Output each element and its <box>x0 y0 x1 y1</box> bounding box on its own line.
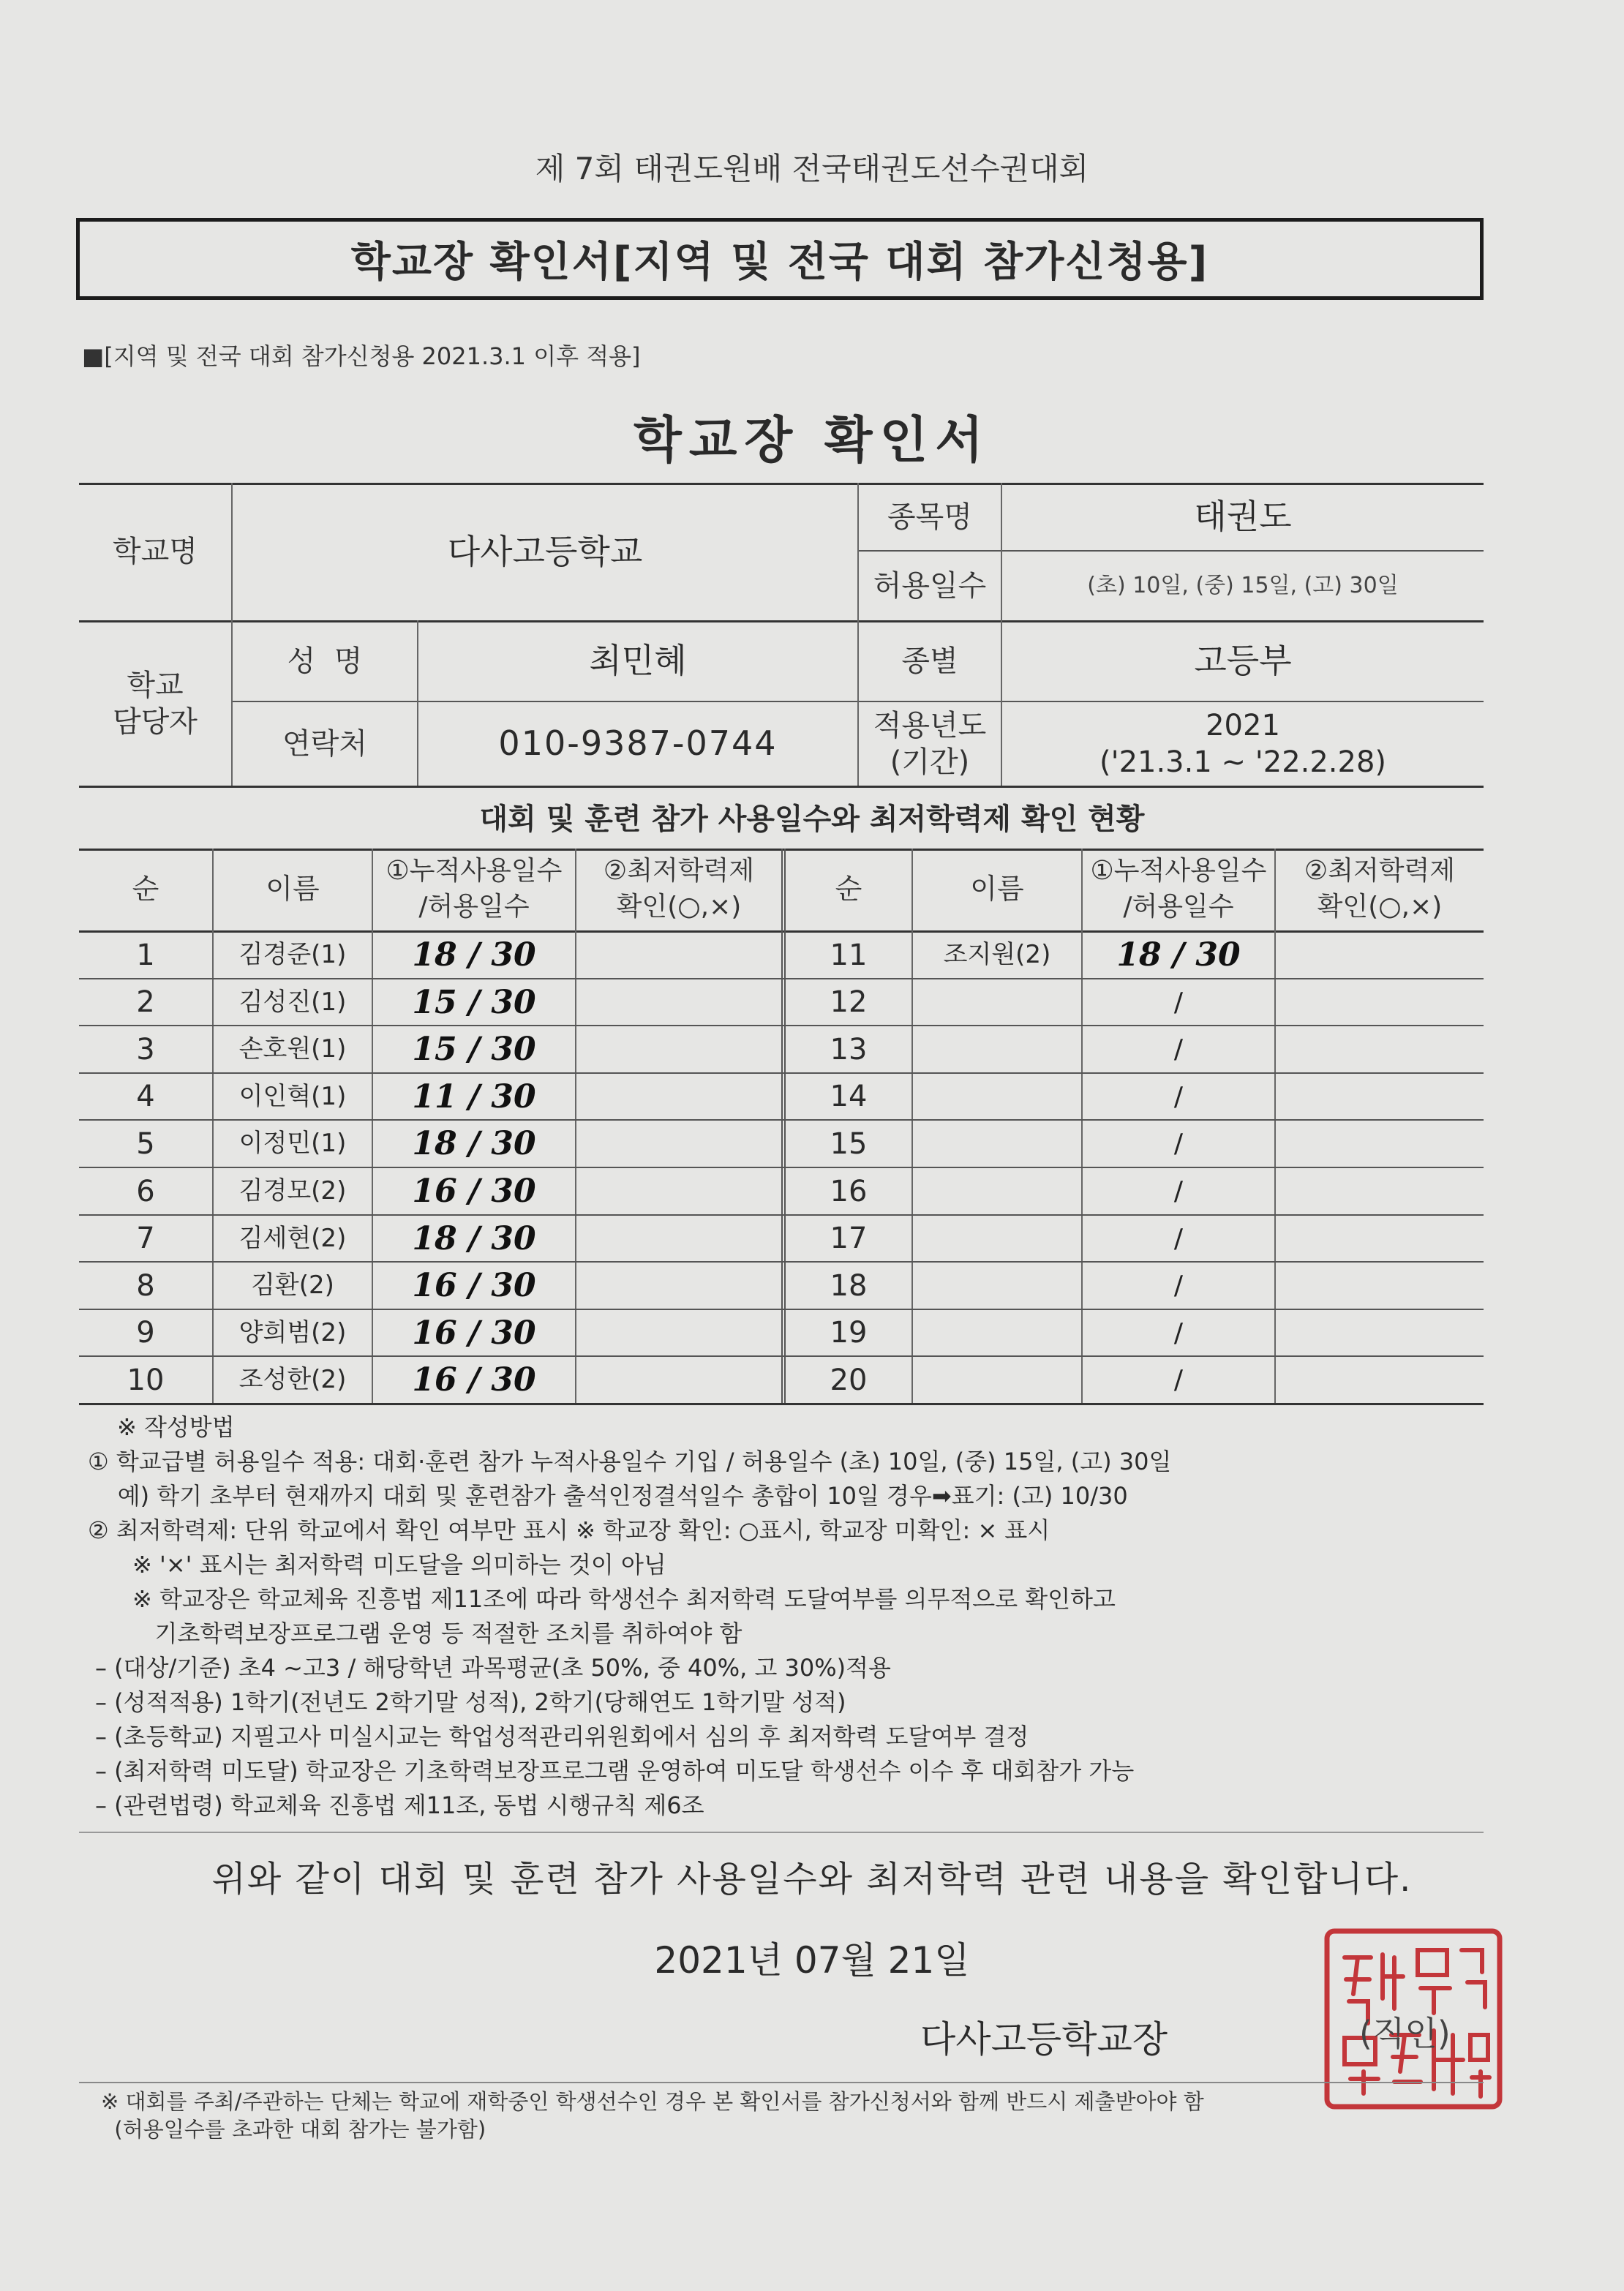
row-no: 5 <box>136 1126 155 1161</box>
row-no: 8 <box>136 1268 155 1303</box>
col-header-name: 이름 <box>266 873 320 906</box>
row-check <box>576 932 781 978</box>
issue-date: 2021년 07월 21일 <box>654 1939 970 1982</box>
row-name: 손호원(1) <box>238 1034 347 1064</box>
row-no: 18 <box>830 1268 868 1303</box>
row-check <box>1276 1121 1484 1167</box>
row-check <box>576 1310 781 1355</box>
row-days: 18 / 30 <box>412 1219 536 1257</box>
row-no: 13 <box>830 1032 868 1066</box>
row-no: 20 <box>830 1363 868 1397</box>
row-name: 이정민(1) <box>238 1129 347 1159</box>
row-days: 18 / 30 <box>412 936 536 974</box>
row-no: 12 <box>830 985 868 1019</box>
instruction-line: – (관련법령) 학교체육 진흥법 제11조, 동법 시행규칙 제6조 <box>95 1791 704 1819</box>
row-name: 김환(2) <box>251 1271 334 1301</box>
instruction-line: – (성적적용) 1학기(전년도 2학기말 성적), 2학기(당해연도 1학기말 성적) <box>95 1688 846 1716</box>
sport-label: 종목명 <box>887 500 972 534</box>
name-label: 성 명 <box>287 644 363 678</box>
row-days: 18 / 30 <box>1116 936 1241 974</box>
apply-note: ■[지역 및 전국 대회 참가신청용 2021.3.1 이후 적용] <box>82 342 641 370</box>
row-check <box>1276 1310 1484 1355</box>
row-no: 4 <box>136 1080 155 1113</box>
instruction-line: ② 최저학력제: 단위 학교에서 확인 여부만 표시 ※ 학교장 확인: ○표시, 학교장 미확인: × 표시 <box>88 1516 1050 1544</box>
row-days: 15 / 30 <box>412 1031 536 1068</box>
row-check <box>576 1216 781 1261</box>
row-name: 조지원(2) <box>943 940 1051 970</box>
row-check <box>1276 1263 1484 1309</box>
row-no: 1 <box>136 938 155 972</box>
row-days: / <box>1173 1176 1184 1206</box>
row-name <box>913 1121 1081 1167</box>
row-check <box>576 1121 781 1167</box>
row-check <box>576 1168 781 1214</box>
division-label: 종별 <box>901 644 958 678</box>
division-value: 고등부 <box>1194 641 1292 681</box>
school-label: 학교명 <box>113 535 198 568</box>
row-check <box>1276 1168 1484 1214</box>
row-days: / <box>1173 987 1184 1017</box>
row-name <box>913 1168 1081 1214</box>
footnote-line: ※ 대회를 주최/주관하는 단체는 학교에 재학중인 학생선수인 경우 본 확인서를 참가신청서와 함께 반드시 제출받아야 함 <box>101 2089 1204 2114</box>
col-header-check: ②최저학력제 확인(○,×) <box>1304 856 1456 922</box>
col-header-days: ①누적사용일수 /허용일수 <box>386 856 563 922</box>
contest-title: 제 7회 태권도원배 전국태권도선수권대회 <box>535 151 1089 187</box>
instruction-line: – (초등학교) 지필고사 미실시교는 학업성적관리위원회에서 심의 후 최저학력 도달여부 결정 <box>95 1723 1029 1750</box>
row-days: 16 / 30 <box>412 1361 536 1399</box>
row-no: 2 <box>136 985 155 1019</box>
confirmation-statement: 위와 같이 대회 및 훈련 참가 사용일수와 최저학력 관련 내용을 확인합니다. <box>211 1859 1413 1900</box>
row-no: 10 <box>127 1363 165 1397</box>
row-name: 김성진(1) <box>238 987 347 1017</box>
row-days: 16 / 30 <box>412 1173 536 1210</box>
row-check <box>1276 979 1484 1025</box>
sport-value: 태권도 <box>1194 497 1292 537</box>
row-no: 19 <box>830 1316 868 1350</box>
row-name: 양희범(2) <box>238 1317 347 1347</box>
row-days: 16 / 30 <box>412 1314 536 1352</box>
seal-mark: (직인) <box>1359 2014 1451 2053</box>
row-check <box>576 979 781 1025</box>
col-header-name: 이름 <box>970 873 1024 906</box>
instruction-line: – (대상/기준) 초4 ~고3 / 해당학년 과목평균(초 50%, 중 40%, 고 30%)적용 <box>95 1654 891 1682</box>
col-header-no: 순 <box>132 873 159 906</box>
principal-title: 다사고등학교장 <box>920 2018 1168 2061</box>
row-no: 16 <box>830 1174 868 1208</box>
row-check <box>576 1074 781 1119</box>
row-check <box>576 1357 781 1403</box>
instruction-line: ※ 학교장은 학교체육 진흥법 제11조에 따라 학생선수 최저학력 도달여부를 의무적으로 확인하고 <box>88 1585 1116 1613</box>
apply-year-value: 2021 ('21.3.1 ~ '22.2.28) <box>1099 709 1387 779</box>
row-days: 18 / 30 <box>412 1125 536 1162</box>
instruction-line: – (최저학력 미도달) 학교장은 기초학력보장프로그램 운영하여 미도달 학생선수 이수 후 대회참가 가능 <box>95 1757 1135 1785</box>
phone-label: 연락처 <box>282 727 367 761</box>
row-check <box>1276 1357 1484 1403</box>
row-name <box>913 1074 1081 1119</box>
row-no: 14 <box>830 1080 868 1113</box>
row-name <box>913 1357 1081 1403</box>
row-days: 11 / 30 <box>412 1077 536 1116</box>
row-days: / <box>1173 1271 1184 1301</box>
row-days: 16 / 30 <box>412 1267 536 1304</box>
row-name: 김세현(2) <box>238 1223 347 1253</box>
row-check <box>1276 1074 1484 1119</box>
row-check <box>1276 932 1484 978</box>
row-no: 7 <box>136 1222 155 1255</box>
instruction-line: ※ 작성방법 <box>117 1413 235 1441</box>
allowed-days-label: 허용일수 <box>873 569 987 603</box>
row-days: / <box>1173 1317 1184 1348</box>
status-section-title: 대회 및 훈련 참가 사용일수와 최저학력제 확인 현황 <box>479 802 1145 836</box>
row-check <box>1276 1216 1484 1261</box>
col-header-check: ②최저학력제 확인(○,×) <box>603 856 755 922</box>
row-name: 김경준(1) <box>238 940 347 970</box>
row-no: 9 <box>136 1316 155 1350</box>
instruction-line: 기초학력보장프로그램 운영 등 적절한 조치를 취하여야 함 <box>88 1620 743 1647</box>
row-days: / <box>1173 1223 1184 1254</box>
certificate-title: 학교장 확인서 <box>634 412 990 470</box>
school-contact-label: 학교 담당자 <box>113 669 198 739</box>
col-header-days: ①누적사용일수 /허용일수 <box>1090 856 1267 922</box>
school-name: 다사고등학교 <box>447 532 643 572</box>
instruction-line: ① 학교급별 허용일수 적용: 대회·훈련 참가 누적사용일수 기입 / 허용일수 (초) 10일, (중) 15일, (고) 30일 <box>88 1448 1172 1475</box>
footnote <box>101 2088 1204 2143</box>
row-days: / <box>1173 1081 1184 1112</box>
row-check <box>576 1026 781 1072</box>
row-days: / <box>1173 1034 1184 1064</box>
row-no: 6 <box>136 1174 155 1208</box>
footnote-line: (허용일수를 초과한 대회 참가는 불가함) <box>101 2117 486 2142</box>
allowed-days-value: (초) 10일, (중) 15일, (고) 30일 <box>1087 573 1399 599</box>
row-no: 11 <box>830 938 868 972</box>
col-header-no: 순 <box>835 873 862 906</box>
instructions <box>88 1410 1492 1823</box>
row-days: / <box>1173 1365 1184 1395</box>
row-no: 15 <box>830 1126 868 1161</box>
row-name: 조성한(2) <box>238 1365 347 1395</box>
row-name <box>913 1026 1081 1072</box>
apply-year-label: 적용년도 (기간) <box>873 709 987 779</box>
row-no: 17 <box>830 1222 868 1255</box>
row-name <box>913 1216 1081 1261</box>
row-check <box>1276 1026 1484 1072</box>
row-name <box>913 1263 1081 1309</box>
row-days: / <box>1173 1129 1184 1159</box>
row-name <box>913 979 1081 1025</box>
row-check <box>576 1263 781 1309</box>
row-name: 이인혁(1) <box>238 1081 347 1111</box>
contact-phone: 010-9387-0744 <box>498 723 778 764</box>
row-name: 김경모(2) <box>238 1176 347 1206</box>
row-name <box>913 1310 1081 1355</box>
form-title-box: 학교장 확인서[지역 및 전국 대회 참가신청용] <box>76 218 1484 300</box>
instruction-line: ※ '×' 표시는 최저학력 미도달을 의미하는 것이 아님 <box>88 1551 666 1579</box>
contact-name: 최민혜 <box>589 641 687 681</box>
row-days: 15 / 30 <box>412 983 536 1021</box>
row-no: 3 <box>136 1032 155 1066</box>
instruction-line: 예) 학기 초부터 현재까지 대회 및 훈련참가 출석인정결석일수 총합이 10일 경우➡표기: (고) 10/30 <box>88 1482 1128 1510</box>
